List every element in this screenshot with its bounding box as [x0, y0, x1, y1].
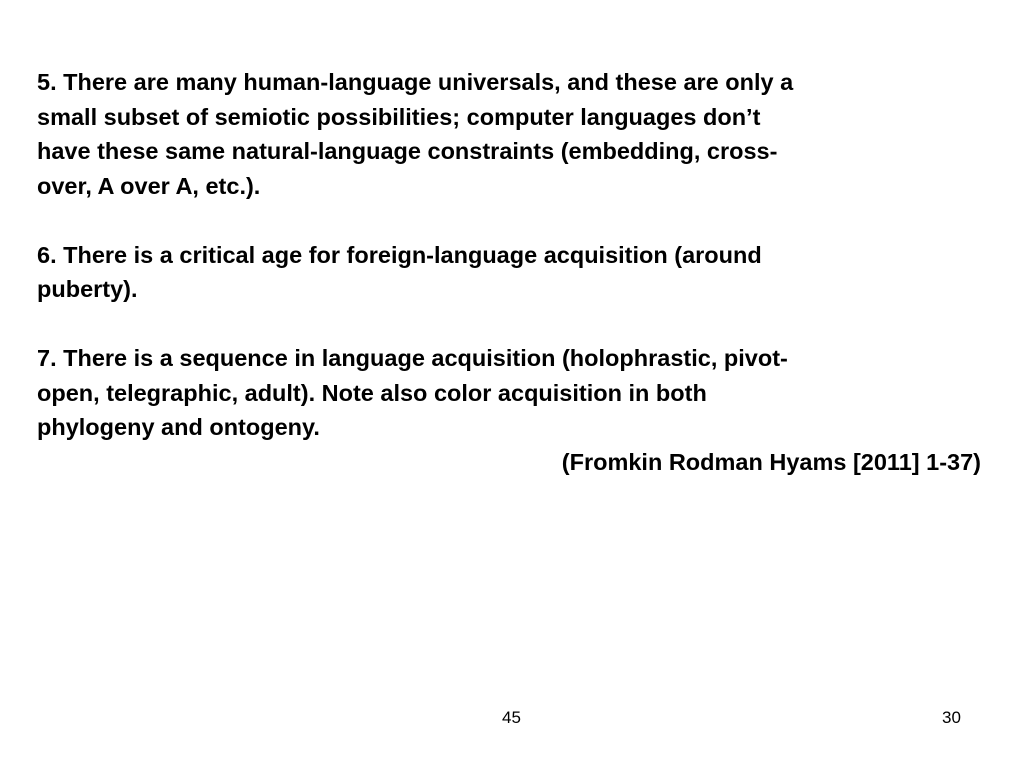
point-6 [37, 238, 997, 307]
point-7-line-3: phylogeny and ontogeny. [37, 414, 320, 440]
point-7-line-2: open, telegraphic, adult). Note also color acquisition in both [37, 379, 707, 406]
point-5-line-3: have these same natural-language constraints (embedding, cross- [37, 138, 778, 164]
paragraph-spacer [37, 307, 997, 342]
point-5-line-1: 5. There are many human-language universals, and these are only a [37, 69, 794, 95]
point-5 [37, 65, 997, 203]
citation: (Fromkin Rodman Hyams [2011] 1-37) [561, 448, 981, 475]
point-6-line-2: puberty). [37, 276, 138, 302]
footer-center-number: 45 [502, 708, 521, 727]
point-5-line-2: small subset of semiotic possibilities; computer languages don’t [37, 103, 761, 130]
paragraph-spacer [37, 203, 997, 238]
slide-body [37, 65, 997, 479]
point-7 [37, 341, 997, 445]
page-number: 30 [942, 708, 961, 727]
point-7-line-1: 7. There is a sequence in language acquisition (holophrastic, pivot- [37, 345, 788, 371]
point-6-line-1: 6. There is a critical age for foreign-language acquisition (around [37, 241, 762, 268]
point-5-line-4: over, A over A, etc.). [37, 172, 261, 199]
